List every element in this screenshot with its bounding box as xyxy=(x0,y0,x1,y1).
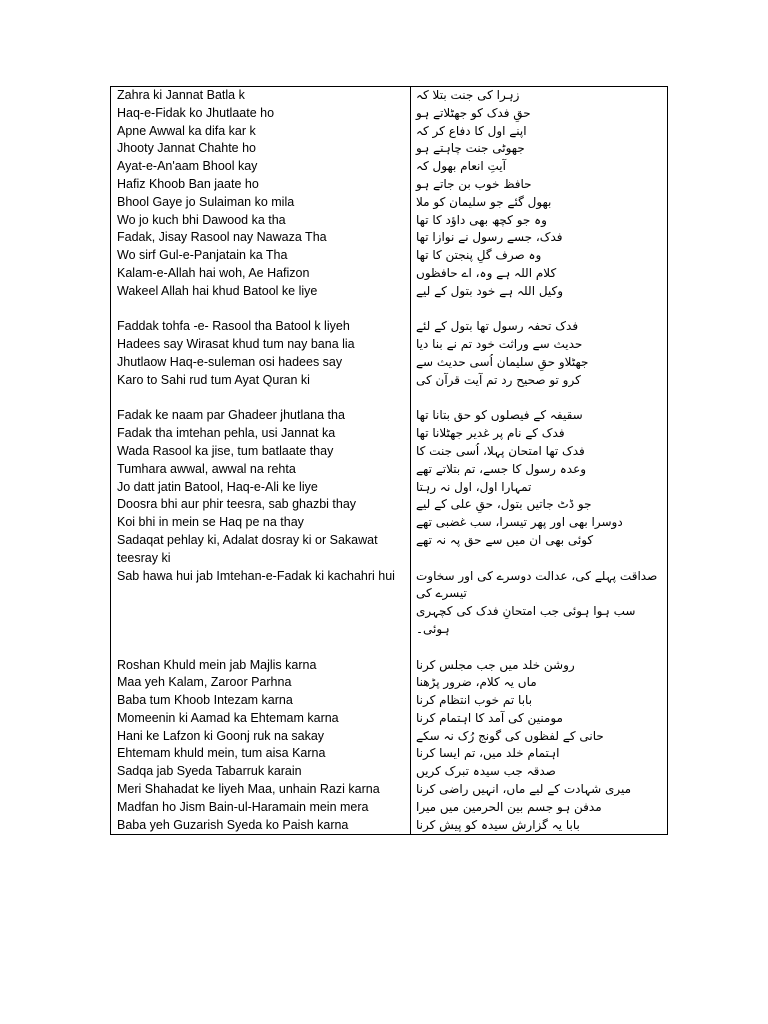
roman-line: Fadak tha imtehan pehla, usi Jannat ka xyxy=(117,426,336,441)
urdu-line: کوئی بھی ان میں سے حق پہ نہ تھے xyxy=(416,532,594,547)
roman-line: Tumhara awwal, awwal na rehta xyxy=(117,461,296,476)
urdu-line: وکیل اللہ ہے خود بتول کے لیے xyxy=(416,283,564,298)
table-row xyxy=(111,265,667,283)
table-row xyxy=(111,354,667,372)
roman-line: Hafiz Khoob Ban jaate ho xyxy=(117,176,259,191)
roman-line: Momeenin ki Aamad ka Ehtemam karna xyxy=(117,710,339,725)
roman-line: Baba tum Khoob Intezam karna xyxy=(117,693,293,708)
roman-line: Apne Awwal ka difa kar k xyxy=(117,123,256,138)
table-row xyxy=(111,763,667,781)
urdu-line: بابا تم خوب انتظام کرنا xyxy=(416,693,533,708)
roman-line: Wo sirf Gul-e-Panjatain ka Tha xyxy=(117,248,288,263)
table-row xyxy=(111,229,667,247)
urdu-line: زہرا کی جنت بتلا کہ xyxy=(416,88,520,102)
urdu-line: آیتِ انعام بھول کہ xyxy=(416,159,506,174)
urdu-line: تمہارا اول، اول نہ رہتا xyxy=(416,479,532,494)
table-row xyxy=(111,283,667,301)
table-row xyxy=(111,87,667,105)
urdu-line: بھول گئے جو سلیمان کو ملا xyxy=(416,194,552,209)
urdu-line: روشن خلد میں جب مجلس کرنا xyxy=(416,657,575,672)
urdu-line: حدیث سے وراثت خود تم نے بنا دیا xyxy=(416,337,583,352)
stanza-gap xyxy=(111,301,667,319)
urdu-line: وہ صرف گلِ پنجتن کا تھا xyxy=(416,248,542,263)
table-row xyxy=(111,194,667,212)
table-row xyxy=(111,710,667,728)
table-row xyxy=(111,372,667,390)
urdu-line: حانی کے لفظوں کی گونج رُک نہ سکے xyxy=(416,728,604,743)
roman-line: Sadaqat pehlay ki, Adalat dosray ki or Sakawat teesray ki xyxy=(117,532,378,565)
roman-line: Hadees say Wirasat khud tum nay bana lia xyxy=(117,337,355,352)
table-row xyxy=(111,728,667,746)
urdu-line: فدک، جسے رسول نے نوازا تھا xyxy=(416,230,563,245)
urdu-line: مومنین کی آمد کا اہتمام کرنا xyxy=(416,710,563,725)
table-row xyxy=(111,781,667,799)
roman-line: Roshan Khuld mein jab Majlis karna xyxy=(117,657,317,672)
table-row xyxy=(111,674,667,692)
urdu-line: تیسرے کی xyxy=(416,586,467,601)
roman-line: Wakeel Allah hai khud Batool ke liye xyxy=(117,283,318,298)
roman-line: Fadak, Jisay Rasool nay Nawaza Tha xyxy=(117,230,327,245)
table-row xyxy=(111,123,667,141)
roman-line: Karo to Sahi rud tum Ayat Quran ki xyxy=(117,372,310,387)
urdu-line: سقیفہ کے فیصلوں کو حق بتانا تھا xyxy=(416,408,583,423)
table-row xyxy=(111,158,667,176)
roman-line: Ayat-e-An'aam Bhool kay xyxy=(117,159,258,174)
table-row xyxy=(111,692,667,710)
table-row xyxy=(111,407,667,425)
roman-line: Fadak ke naam par Ghadeer jhutlana tha xyxy=(117,408,345,423)
urdu-line: حقِ فدک کو جھٹلاتے ہو xyxy=(416,105,531,120)
roman-line: Ehtemam khuld mein, tum aisa Karna xyxy=(117,746,326,761)
urdu-line: کلام اللہ ہے وہ، اے حافظوں xyxy=(416,265,557,280)
roman-line: Faddak tohfa -e- Rasool tha Batool k liyeh xyxy=(117,319,350,334)
poem-table xyxy=(110,86,668,835)
table-row xyxy=(111,514,667,532)
urdu-line: ماں یہ کلام، ضرور پڑھنا xyxy=(416,675,537,690)
urdu-line-group xyxy=(410,568,667,639)
roman-line: Sadqa jab Syeda Tabarruk karain xyxy=(117,764,302,779)
roman-line: Baba yeh Guzarish Syeda ko Paish karna xyxy=(117,817,349,832)
urdu-line: جھٹلاو حقِ سلیمان اُسی حدیث سے xyxy=(416,354,589,369)
urdu-line: اہتمام خلد میں، تم ایسا کرنا xyxy=(416,746,560,761)
table-row xyxy=(111,479,667,497)
table-row xyxy=(111,247,667,265)
urdu-line: سب ہوا ہوئی جب امتحانِ فدک کی کچہری ہوئی۔ xyxy=(416,604,636,636)
urdu-line: میری شہادت کے لیے ماں، انہیں راضی کرنا xyxy=(416,782,632,797)
roman-line: Maa yeh Kalam, Zaroor Parhna xyxy=(117,675,292,690)
urdu-line: مدفن ہو جسم بین الحرمین میں میرا xyxy=(416,799,602,814)
roman-line: Sab hawa hui jab Imtehan-e-Fadak ki kachahri hui xyxy=(117,568,395,583)
roman-line: Jo datt jatin Batool, Haq-e-Ali ke liye xyxy=(117,479,318,494)
urdu-line: دوسرا بھی اور پھر تیسرا، سب غضبی تھے xyxy=(416,515,623,530)
table-row xyxy=(111,425,667,443)
urdu-line: صدقہ جب سیدہ تبرک کریں xyxy=(416,764,556,779)
roman-line: Wada Rasool ka jise, tum batlaate thay xyxy=(117,443,334,458)
urdu-line: وہ جو کچھ بھی داؤد کا تھا xyxy=(416,212,547,227)
urdu-line: جو ڈٹ جاتیں بتول، حقِ علی کے لیے xyxy=(416,497,592,512)
table-row xyxy=(111,443,667,461)
table-row xyxy=(111,212,667,230)
roman-line: Hani ke Lafzon ki Goonj ruk na sakay xyxy=(117,728,325,743)
urdu-line: فدک تحفہ رسول تھا بتول کے لئے xyxy=(416,319,579,334)
table-row xyxy=(111,745,667,763)
table-row xyxy=(111,496,667,514)
table-row xyxy=(111,532,667,568)
roman-line: Haq-e-Fidak ko Jhutlaate ho xyxy=(117,105,275,120)
roman-line: Jhutlaow Haq-e-suleman osi hadees say xyxy=(117,354,343,369)
urdu-line: صداقت پہلے کی، عدالت دوسرے کی اور سخاوت xyxy=(416,568,658,583)
roman-line: Madfan ho Jism Bain-ul-Haramain mein mera xyxy=(117,799,369,814)
table-row xyxy=(111,140,667,158)
table-row xyxy=(111,336,667,354)
table-row xyxy=(111,657,667,675)
roman-line: Zahra ki Jannat Batla k xyxy=(117,88,245,102)
roman-line: Meri Shahadat ke liyeh Maa, unhain Razi karna xyxy=(117,782,380,797)
urdu-line: جھوٹی جنت چاہتے ہو xyxy=(416,141,525,156)
table-row xyxy=(111,105,667,123)
stanza-gap xyxy=(111,639,667,657)
roman-line: Doosra bhi aur phir teesra, sab ghazbi thay xyxy=(117,497,357,512)
urdu-line: فدک تھا امتحان پہلا، اُسی جنت کا xyxy=(416,443,585,458)
roman-line: Koi bhi in mein se Haq pe na thay xyxy=(117,515,304,530)
urdu-line: وعدہ رسول کا جسے، تم بتلاتے تھے xyxy=(416,461,587,476)
table-row xyxy=(111,799,667,817)
urdu-line: اپنے اول کا دفاع کر کہ xyxy=(416,123,527,138)
table-row xyxy=(111,817,667,835)
roman-line: Bhool Gaye jo Sulaiman ko mila xyxy=(117,194,295,209)
table-row xyxy=(111,568,667,639)
urdu-line: حافظ خوب بن جاتے ہو xyxy=(416,176,532,191)
urdu-line: کرو تو صحیح رد تم آیت قرآن کی xyxy=(416,372,581,387)
table-row xyxy=(111,176,667,194)
roman-line: Wo jo kuch bhi Dawood ka tha xyxy=(117,212,286,227)
table-row xyxy=(111,318,667,336)
table-row xyxy=(111,461,667,479)
urdu-line: فدک کے نام پر غدیر جھٹلانا تھا xyxy=(416,426,565,441)
stanza-gap xyxy=(111,390,667,408)
roman-line: Jhooty Jannat Chahte ho xyxy=(117,141,256,156)
roman-line: Kalam-e-Allah hai woh, Ae Hafizon xyxy=(117,265,310,280)
urdu-line: بابا یہ گزارش سیدہ کو پیش کرنا xyxy=(416,817,580,832)
